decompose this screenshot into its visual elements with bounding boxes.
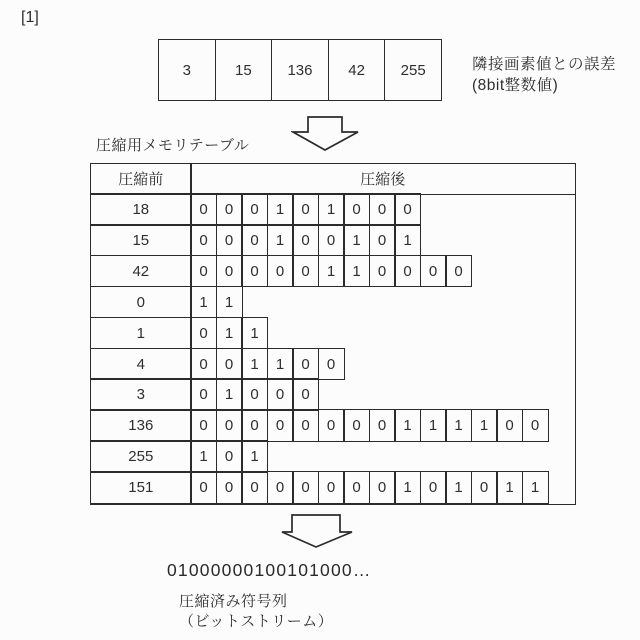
row-value-cell: 136 bbox=[90, 409, 192, 442]
bit-cell: 0 bbox=[318, 224, 345, 257]
header-cell-after: 圧縮後 bbox=[190, 163, 576, 195]
bit-cell: 1 bbox=[522, 471, 549, 504]
bit-cell: 0 bbox=[216, 255, 243, 288]
bit-cell: 0 bbox=[216, 471, 243, 504]
bit-cell: 0 bbox=[241, 378, 268, 411]
bit-cell: 0 bbox=[216, 224, 243, 257]
bit-cell: 0 bbox=[522, 409, 549, 442]
bit-cell: 1 bbox=[267, 224, 294, 257]
bit-cell: 0 bbox=[318, 471, 345, 504]
bit-cell: 0 bbox=[241, 409, 268, 442]
bit-cell: 1 bbox=[496, 471, 523, 504]
bit-cell: 0 bbox=[241, 224, 268, 257]
bit-cell: 1 bbox=[267, 348, 294, 381]
bit-cell: 1 bbox=[241, 348, 268, 381]
bit-cell: 0 bbox=[267, 255, 294, 288]
bit-cell: 1 bbox=[318, 255, 345, 288]
bit-cell: 1 bbox=[471, 409, 498, 442]
bit-cell: 0 bbox=[292, 193, 319, 226]
bit-cell: 0 bbox=[216, 409, 243, 442]
bit-cell: 0 bbox=[216, 440, 243, 473]
bit-cell: 1 bbox=[216, 286, 243, 319]
bit-cell: 0 bbox=[241, 255, 268, 288]
bit-cell: 0 bbox=[420, 255, 447, 288]
bit-cell: 1 bbox=[343, 255, 370, 288]
bit-cell: 0 bbox=[471, 471, 498, 504]
bit-cell: 1 bbox=[241, 440, 268, 473]
bit-cell: 0 bbox=[241, 471, 268, 504]
bit-cell: 0 bbox=[292, 255, 319, 288]
bit-cell: 0 bbox=[394, 193, 421, 226]
bit-cell: 0 bbox=[190, 193, 217, 226]
bit-cell: 1 bbox=[190, 286, 217, 319]
bit-cell: 0 bbox=[445, 255, 472, 288]
row-value-cell: 0 bbox=[90, 286, 192, 319]
bit-cell: 0 bbox=[369, 193, 396, 226]
bit-cell: 0 bbox=[496, 409, 523, 442]
bit-cell: 0 bbox=[267, 378, 294, 411]
row-value-cell: 18 bbox=[90, 193, 192, 226]
pixel-value-row bbox=[158, 39, 442, 101]
header-cell-before: 圧縮前 bbox=[90, 163, 192, 195]
bit-cell: 1 bbox=[445, 409, 472, 442]
bit-cell: 1 bbox=[420, 409, 447, 442]
bit-cell: 1 bbox=[216, 317, 243, 350]
row-value-cell: 42 bbox=[90, 255, 192, 288]
pixel-cell: 255 bbox=[384, 40, 441, 100]
bit-cell: 0 bbox=[190, 471, 217, 504]
bit-cell: 0 bbox=[292, 378, 319, 411]
pixel-cell: 42 bbox=[328, 40, 385, 100]
bit-cell: 0 bbox=[343, 471, 370, 504]
bit-cell: 0 bbox=[241, 193, 268, 226]
bit-cell: 1 bbox=[394, 409, 421, 442]
bit-cell: 0 bbox=[318, 409, 345, 442]
row-value-cell: 151 bbox=[90, 471, 192, 504]
bitstream-text: 01000000100101000… bbox=[167, 560, 372, 580]
pixel-cell: 3 bbox=[182, 61, 191, 79]
bit-cell: 0 bbox=[190, 409, 217, 442]
bit-cell: 0 bbox=[292, 409, 319, 442]
row-value-cell: 3 bbox=[90, 378, 192, 411]
down-arrow-icon bbox=[291, 115, 361, 153]
row-value-cell: 4 bbox=[90, 348, 192, 381]
bitstream-caption-line1: 圧縮済み符号列 bbox=[179, 593, 288, 610]
bit-cell: 1 bbox=[267, 193, 294, 226]
down-arrow-icon bbox=[280, 513, 354, 550]
figure-label: [1] bbox=[21, 9, 39, 26]
bit-cell: 0 bbox=[369, 409, 396, 442]
bit-cell: 0 bbox=[420, 471, 447, 504]
bit-cell: 0 bbox=[394, 255, 421, 288]
pixel-row-caption bbox=[472, 54, 616, 96]
bit-cell: 0 bbox=[292, 224, 319, 257]
bit-cell: 0 bbox=[369, 224, 396, 257]
bit-cell: 1 bbox=[343, 224, 370, 257]
bit-cell: 0 bbox=[343, 193, 370, 226]
bit-cell: 0 bbox=[216, 193, 243, 226]
row-value-cell: 255 bbox=[90, 440, 192, 473]
bit-cell: 0 bbox=[292, 348, 319, 381]
bit-cell: 0 bbox=[369, 255, 396, 288]
row-value-cell: 15 bbox=[90, 224, 192, 257]
bit-cell: 0 bbox=[190, 224, 217, 257]
bit-cell: 1 bbox=[216, 378, 243, 411]
bit-cell: 0 bbox=[343, 409, 370, 442]
bitstream-caption bbox=[179, 592, 333, 631]
bit-cell: 1 bbox=[190, 440, 217, 473]
bit-cell: 1 bbox=[318, 193, 345, 226]
bit-cell: 0 bbox=[190, 378, 217, 411]
bit-cell: 1 bbox=[394, 224, 421, 257]
bitstream-caption-line2: （ビットストリーム） bbox=[179, 612, 334, 630]
bit-cell: 0 bbox=[190, 348, 217, 381]
pixel-cell: 136 bbox=[271, 40, 328, 100]
bit-cell: 0 bbox=[190, 317, 217, 350]
bit-cell: 0 bbox=[292, 471, 319, 504]
bit-cell: 0 bbox=[369, 471, 396, 504]
bit-cell: 1 bbox=[445, 471, 472, 504]
bit-cell: 0 bbox=[190, 255, 217, 288]
bit-cell: 0 bbox=[267, 471, 294, 504]
pixel-caption-line2: (8bit整数値) bbox=[472, 77, 559, 94]
bit-cell: 1 bbox=[394, 471, 421, 504]
memory-table-title: 圧縮用メモリテーブル bbox=[96, 137, 250, 154]
pixel-caption-line1: 隣接画素値との誤差 bbox=[472, 56, 617, 73]
bit-cell: 0 bbox=[267, 409, 294, 442]
bit-cell: 1 bbox=[241, 317, 268, 350]
bit-cell: 0 bbox=[216, 348, 243, 381]
bit-cell: 0 bbox=[318, 348, 345, 381]
pixel-cell: 15 bbox=[215, 40, 272, 100]
row-value-cell: 1 bbox=[90, 317, 192, 350]
